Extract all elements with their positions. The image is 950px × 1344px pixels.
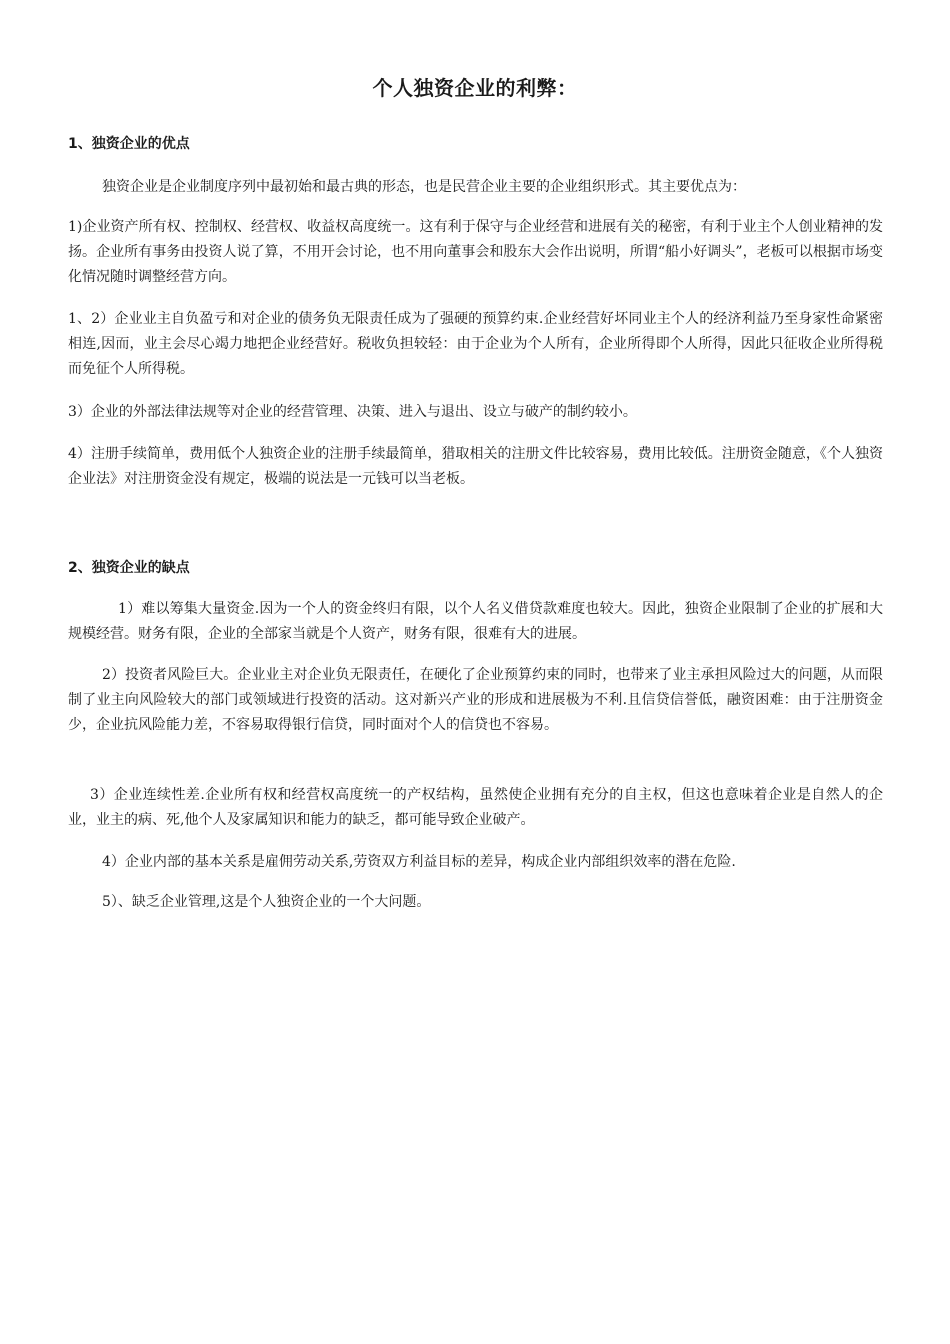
advantage-paragraph-4: 4）注册手续简单，费用低个人独资企业的注册手续最简单，猎取相关的注册文件比较容易，费用比较低。注册资金随意，《个人独资企业法》对注册资金没有规定，极端的说法是一元钱可以当老板。 [68,446,883,487]
disadvantage-paragraph-5: 5）、缺乏企业管理,这是个人独资企业的一个大问题。 [102,894,431,910]
advantage-paragraph-3: 3）企业的外部法律法规等对企业的经营管理、决策、进入与退出、设立与破产的制约较小。 [68,404,637,420]
disadvantage-paragraph-3: 3）企业连续性差.企业所有权和经营权高度统一的产权结构，虽然使企业拥有充分的自主权，但这也意味着企业是自然人的企业，业主的病、死,他个人及家属知识和能力的缺乏，都可能导致企业破产。 [68,787,883,828]
advantages-intro-paragraph: 独资企业是企业制度序列中最初始和最古典的形态，也是民营企业主要的企业组织形式。其主要优点为： [102,179,746,195]
disadvantage-paragraph-2: 2）投资者风险巨大。企业业主对企业负无限责任，在硬化了企业预算约束的同时，也带来了业主承担风险过大的问题，从而限制了业主向风险较大的部门或领域进行投资的活动。这对新兴产业的形成和进展极为不利.且信贷信誉低，融资困难：由于注册资金少，企业抗风险能力差，不容易取得银行信贷，同时面对个人的信贷也不容易。 [68,667,883,733]
advantage-paragraph-1: 1)企业资产所有权、控制权、经营权、收益权高度统一。这有利于保守与企业经营和进展有关的秘密，有利于业主个人创业精神的发扬。企业所有事务由投资人说了算，不用开会讨论，也不用向董事会和股东大会作出说明，所谓“船小好调头”，老板可以根据市场变化情况随时调整经营方向。 [68,219,883,285]
advantage-paragraph-2: 1、2）企业业主自负盈亏和对企业的债务负无限责任成为了强硬的预算约束.企业经营好坏同业主个人的经济利益乃至身家性命紧密相连,因而，业主会尽心竭力地把企业经营好。税收负担较轻：由于企业为个人所有，企业所得即个人所得，因此只征收企业所得税而免征个人所得税。 [68,311,883,377]
disadvantage-paragraph-4: 4）企业内部的基本关系是雇佣劳动关系,劳资双方利益目标的差异，构成企业内部组织效率的潜在危险. [102,854,736,870]
section-heading-disadvantages: 2、独资企业的缺点 [68,560,190,576]
section-heading-advantages: 1、独资企业的优点 [68,136,190,152]
disadvantage-paragraph-1: 1）难以筹集大量资金.因为一个人的资金终归有限，以个人名义借贷款难度也较大。因此，独资企业限制了企业的扩展和大规模经营。财务有限，企业的全部家当就是个人资产，财务有限，很难有大的进展。 [68,601,883,642]
document-title: 个人独资企业的利弊： [372,76,578,100]
